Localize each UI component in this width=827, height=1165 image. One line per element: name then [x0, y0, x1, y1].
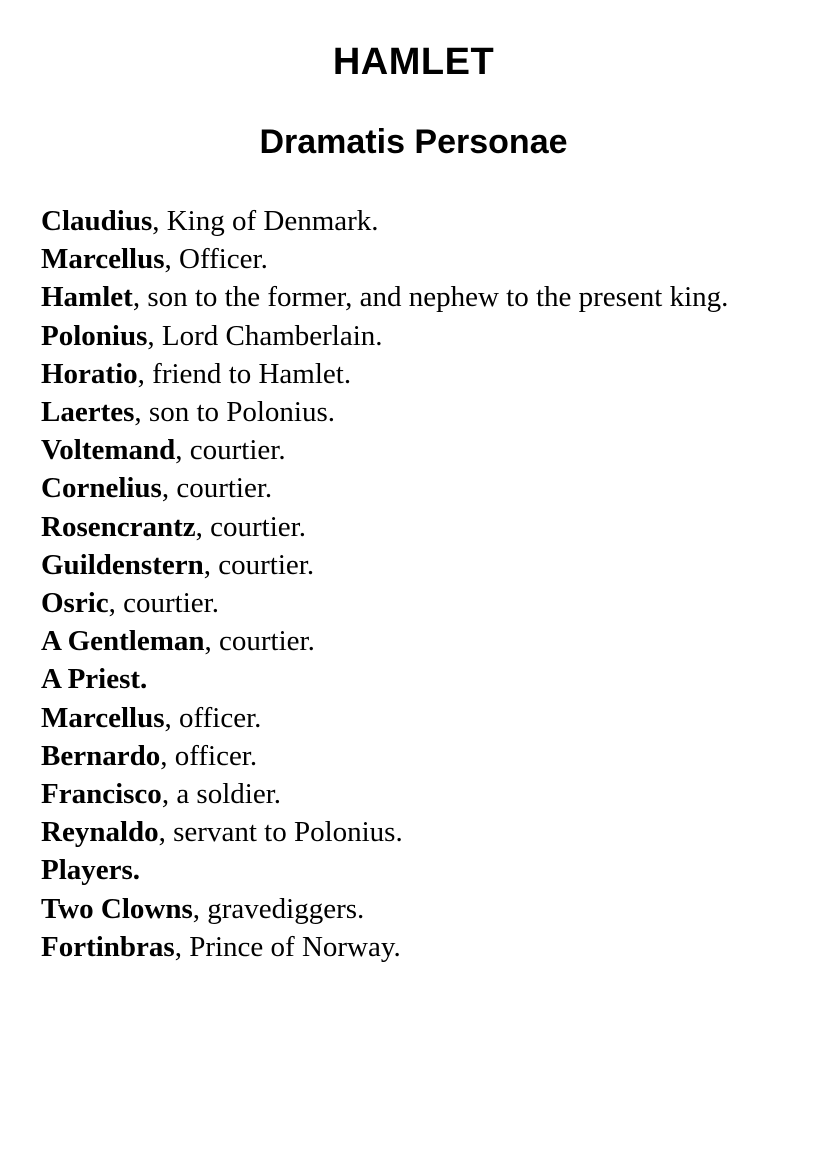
dramatis-personae-heading: Dramatis Personae — [259, 123, 568, 161]
cast-name: Horatio — [41, 357, 138, 390]
cast-name: A Gentleman — [41, 625, 205, 658]
cast-description: , courtier. — [161, 472, 273, 505]
cast-list — [41, 202, 786, 966]
cast-name: Marcellus — [41, 701, 165, 734]
cast-name: A Priest. — [41, 663, 148, 696]
cast-name: Two Clowns — [41, 892, 193, 925]
cast-description: , officer. — [160, 739, 258, 772]
cast-description: , servant to Polonius. — [158, 816, 403, 849]
cast-description: , Lord Chamberlain. — [147, 319, 383, 352]
cast-name: Reynaldo — [41, 816, 159, 849]
cast-name: Bernardo — [41, 739, 161, 772]
cast-description: , courtier. — [203, 548, 315, 581]
cast-description: , courtier. — [195, 510, 306, 543]
cast-entry-laertes — [41, 393, 786, 431]
cast-name: Guildenstern — [41, 548, 204, 581]
cast-name: Players. — [41, 854, 141, 887]
cast-name: Polonius — [41, 319, 148, 352]
cast-description: , courtier. — [204, 625, 315, 658]
cast-name: Marcellus — [41, 243, 165, 276]
cast-entry-francisco — [41, 775, 786, 813]
cast-entry-two-clowns — [41, 890, 786, 928]
cast-description: , courtier. — [108, 587, 219, 620]
cast-entry-marcellus — [41, 699, 786, 737]
cast-name: Laertes — [41, 396, 135, 429]
cast-description: , son to the former, and nephew to the present king. — [132, 281, 729, 314]
cast-entry-reynaldo — [41, 813, 786, 851]
cast-entry-osric — [41, 584, 786, 622]
cast-entry-rosencrantz — [41, 508, 786, 546]
cast-name: Claudius — [41, 205, 153, 237]
cast-name: Fortinbras — [41, 930, 175, 963]
cast-entry-voltemand — [41, 431, 786, 469]
cast-entry-bernardo — [41, 737, 786, 775]
cast-entry-polonius — [41, 317, 786, 355]
cast-description: , Officer. — [164, 243, 268, 276]
cast-entry-priest — [41, 660, 786, 698]
cast-description: , officer. — [164, 701, 262, 734]
cast-entry-horatio — [41, 355, 786, 393]
cast-entry-claudius — [41, 202, 786, 240]
cast-name: Osric — [41, 587, 109, 620]
cast-description: , friend to Hamlet. — [137, 357, 352, 390]
cast-entry-cornelius — [41, 469, 786, 507]
cast-description: , gravediggers. — [192, 892, 365, 925]
cast-entry-marcellus-officer — [41, 240, 786, 278]
cast-description: , King of Denmark. — [152, 205, 379, 237]
cast-name: Cornelius — [41, 472, 162, 505]
cast-entry-guildenstern — [41, 546, 786, 584]
cast-name: Rosencrantz — [41, 510, 196, 543]
cast-description: , son to Polonius. — [134, 396, 336, 429]
cast-name: Francisco — [41, 778, 162, 811]
cast-entry-fortinbras — [41, 928, 786, 966]
cast-description: , Prince of Norway. — [174, 930, 401, 963]
cast-entry-gentleman — [41, 622, 786, 660]
cast-entry-players — [41, 851, 786, 889]
cast-name: Voltemand — [41, 434, 176, 467]
cast-description: , a soldier. — [161, 778, 282, 811]
cast-entry-hamlet — [41, 278, 786, 316]
cast-description: , courtier. — [175, 434, 286, 467]
play-title: HAMLET — [332, 41, 495, 83]
cast-name: Hamlet — [41, 281, 133, 314]
